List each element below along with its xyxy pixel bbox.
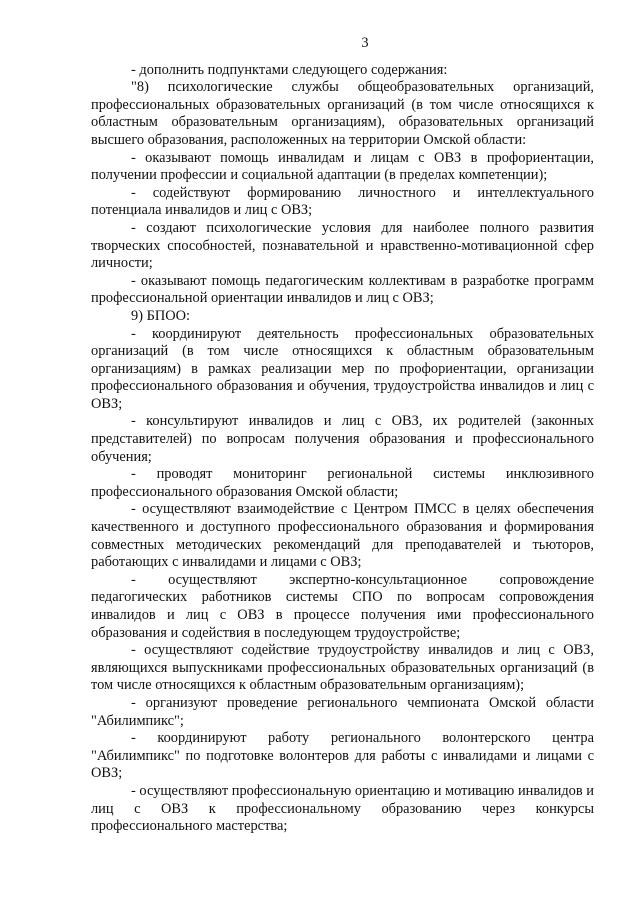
page-number: 3 — [361, 35, 369, 51]
paragraph-intro: - дополнить подпунктами следующего содержания: — [131, 61, 448, 78]
paragraph-bullet: - создают психологические условия для наиболее полного развития творческих способностей, познавательной и нравственно-мотивационной сфер личности; — [91, 219, 594, 272]
paragraph-bullet: - координируют работу регионального волонтерского центра "Абилимпикс" по подготовке волонтеров для работы с инвалидами и лицами с ОВЗ; — [91, 730, 594, 782]
paragraph-bullet: - осуществляют профессиональную ориентацию и мотивацию инвалидов и лиц с ОВЗ к профессиональному образованию через конкурсы профессионального мастерства; — [91, 782, 594, 835]
paragraph-bullet: - консультируют инвалидов и лиц с ОВЗ, их родителей (законных представителей) по вопросам получения образования и профессионального обучения; — [91, 413, 594, 465]
paragraph-bullet: - оказывают помощь педагогическим коллективам в разработке программ профессиональной ориентации инвалидов и лиц с ОВЗ; — [91, 272, 594, 307]
paragraph-bullet: - координируют деятельность профессиональных образовательных организаций (в том числе относящихся к областным образовательным организациям) в рамках реализации мер по профориентации, организации профессионального образования и обучения, трудоустройства инвалидов и лиц с ОВЗ; — [91, 325, 594, 412]
paragraph-bullet: - осуществляют взаимодействие с Центром ПМСС в целях обеспечения качественного и доступного профессионального образования и формирования совместных методических рекомендаций для преподавателей и тьюторов, работающих с инвалидами и лицами с ОВЗ; — [91, 501, 594, 571]
paragraph-bullet: - организуют проведение регионального чемпионата Омской области "Абилимпикс"; — [91, 694, 594, 729]
paragraph-bullet: - содействуют формированию личностного и интеллектуального потенциала инвалидов и лиц с ОВЗ; — [91, 184, 594, 219]
paragraph-item-9: 9) БПОО: — [131, 307, 191, 324]
paragraph-bullet: - оказывают помощь инвалидам и лицам с ОВЗ в профориентации, получении профессии и социальной адаптации (в пределах компетенции); — [91, 149, 594, 184]
paragraph-bullet: - проводят мониторинг региональной системы инклюзивного профессионального образования Омской области; — [91, 466, 594, 500]
paragraph-bullet: - осуществляют содействие трудоустройству инвалидов и лиц с ОВЗ, являющихся выпускниками профессиональных образовательных организаций (в том числе относящихся к областным образовательным организациям); — [91, 642, 594, 694]
paragraph-item-8: "8) психологические службы общеобразовательных организаций, профессиональных образовательных организаций (в том числе относящихся к областным образовательным организациям), образовательных организаций высшего образования, расположенных на территории Омской области: — [91, 79, 594, 148]
paragraph-bullet: - осуществляют экспертно-консультационное сопровождение педагогических работников системы СПО по вопросам сопровождения инвалидов и лиц с ОВЗ в процессе получения ими профессионального образования и содействия в последующем трудоустройстве; — [91, 571, 594, 641]
